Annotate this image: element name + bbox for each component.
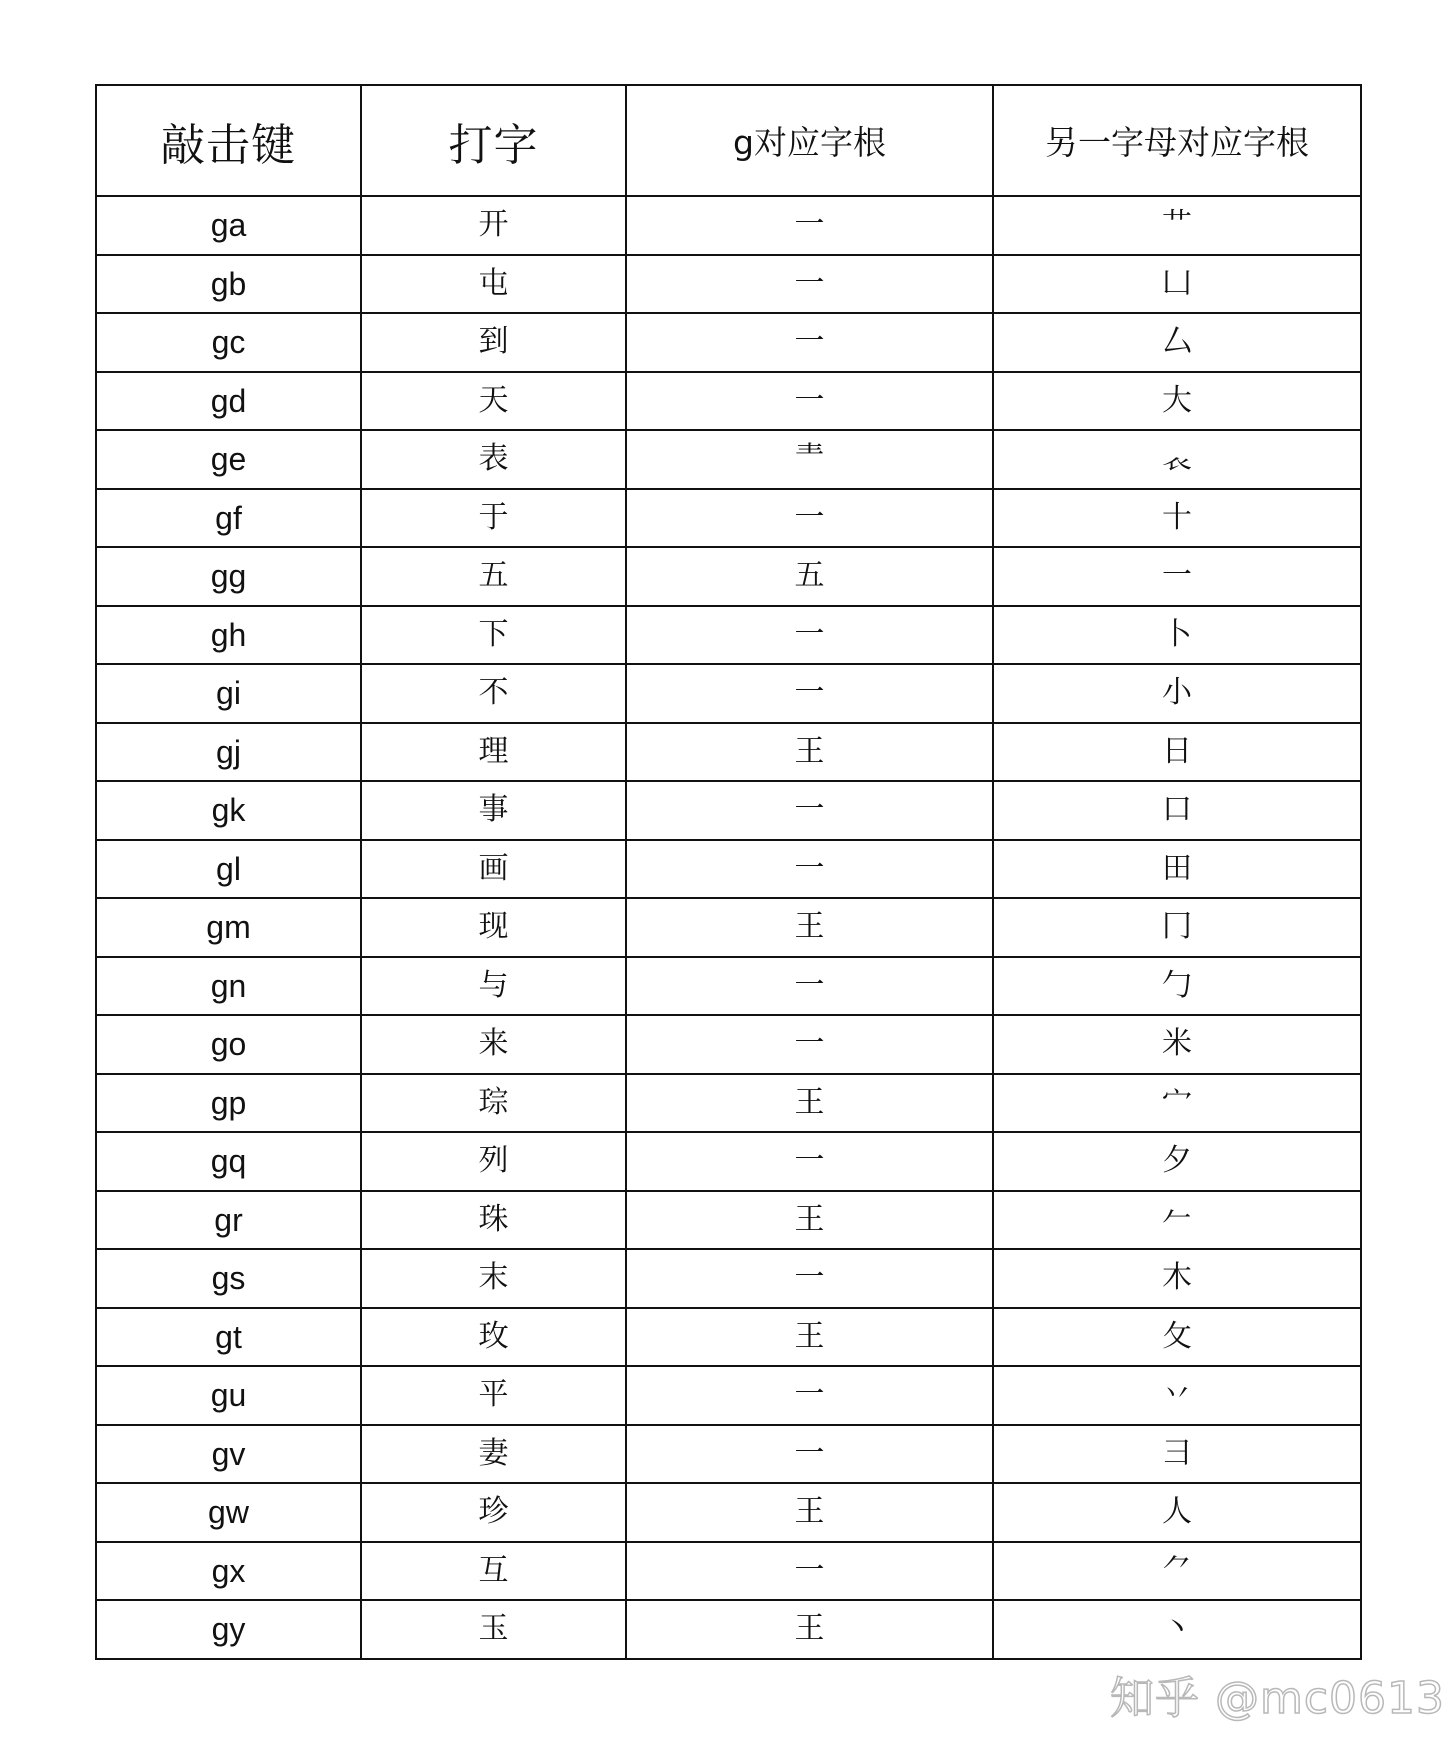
table-row	[96, 664, 1361, 723]
cell-other-radical: 艹	[993, 196, 1361, 255]
cell-g-radical: 王	[626, 1191, 993, 1250]
header-other-radical: 另一字母对应字根	[993, 85, 1361, 196]
cell-keystroke: gt	[96, 1308, 361, 1367]
cell-other-radical: 凵	[993, 255, 1361, 314]
cell-g-radical: 一	[626, 1015, 993, 1074]
header-g-radical: g对应字根	[626, 85, 993, 196]
cell-g-radical: 王	[626, 1074, 993, 1133]
cell-typed-char: 来	[361, 1015, 626, 1074]
cell-other-radical: 木	[993, 1249, 1361, 1308]
cell-typed-char: 玫	[361, 1308, 626, 1367]
radical-table-container	[95, 84, 1360, 1660]
cell-g-radical: 王	[626, 1600, 993, 1659]
cell-typed-char: 与	[361, 957, 626, 1016]
cell-g-radical: 一	[626, 1366, 993, 1425]
cell-other-radical: 夕	[993, 1132, 1361, 1191]
cell-typed-char: 于	[361, 489, 626, 548]
cell-other-radical: 丶	[993, 1600, 1361, 1659]
table-row	[96, 1074, 1361, 1133]
cell-g-radical: 龶	[626, 430, 993, 489]
cell-other-radical: 攵	[993, 1308, 1361, 1367]
cell-keystroke: gb	[96, 255, 361, 314]
cell-keystroke: gi	[96, 664, 361, 723]
cell-typed-char: 妻	[361, 1425, 626, 1484]
cell-typed-char: 珍	[361, 1483, 626, 1542]
cell-typed-char: 画	[361, 840, 626, 899]
cell-g-radical: 一	[626, 372, 993, 431]
cell-g-radical: 王	[626, 1308, 993, 1367]
cell-keystroke: gs	[96, 1249, 361, 1308]
cell-keystroke: gj	[96, 723, 361, 782]
cell-keystroke: gy	[96, 1600, 361, 1659]
cell-keystroke: gw	[96, 1483, 361, 1542]
cell-keystroke: gc	[96, 313, 361, 372]
cell-typed-char: 琮	[361, 1074, 626, 1133]
cell-g-radical: 一	[626, 313, 993, 372]
cell-keystroke: gh	[96, 606, 361, 665]
cell-other-radical: 彐	[993, 1425, 1361, 1484]
cell-typed-char: 屯	[361, 255, 626, 314]
cell-keystroke: gm	[96, 898, 361, 957]
cell-keystroke: ga	[96, 196, 361, 255]
cell-g-radical: 一	[626, 1425, 993, 1484]
cell-typed-char: 开	[361, 196, 626, 255]
header-keystroke: 敲击键	[96, 85, 361, 196]
cell-typed-char: 天	[361, 372, 626, 431]
cell-keystroke: gd	[96, 372, 361, 431]
cell-keystroke: gf	[96, 489, 361, 548]
cell-keystroke: go	[96, 1015, 361, 1074]
cell-other-radical: 米	[993, 1015, 1361, 1074]
cell-keystroke: gk	[96, 781, 361, 840]
cell-keystroke: gr	[96, 1191, 361, 1250]
table-row	[96, 1600, 1361, 1659]
table-row	[96, 1425, 1361, 1484]
table-row	[96, 489, 1361, 548]
cell-keystroke: gq	[96, 1132, 361, 1191]
table-row	[96, 898, 1361, 957]
cell-g-radical: 一	[626, 840, 993, 899]
cell-typed-char: 表	[361, 430, 626, 489]
table-row	[96, 313, 1361, 372]
table-row	[96, 840, 1361, 899]
cell-other-radical: 口	[993, 781, 1361, 840]
table-row	[96, 547, 1361, 606]
cell-typed-char: 末	[361, 1249, 626, 1308]
cell-g-radical: 一	[626, 664, 993, 723]
cell-g-radical: 一	[626, 606, 993, 665]
cell-keystroke: gl	[96, 840, 361, 899]
cell-other-radical: 宀	[993, 1074, 1361, 1133]
table-row	[96, 255, 1361, 314]
cell-typed-char: 珠	[361, 1191, 626, 1250]
cell-other-radical: 𠂉	[993, 1191, 1361, 1250]
table-row	[96, 606, 1361, 665]
cell-g-radical: 王	[626, 723, 993, 782]
table-row	[96, 781, 1361, 840]
cell-typed-char: 平	[361, 1366, 626, 1425]
table-row	[96, 1249, 1361, 1308]
cell-keystroke: gn	[96, 957, 361, 1016]
cell-keystroke: gx	[96, 1542, 361, 1601]
cell-g-radical: 王	[626, 1483, 993, 1542]
cell-g-radical: 一	[626, 196, 993, 255]
table-row	[96, 1132, 1361, 1191]
cell-other-radical: 厶	[993, 313, 1361, 372]
cell-typed-char: 到	[361, 313, 626, 372]
cell-g-radical: 一	[626, 957, 993, 1016]
table-row	[96, 1308, 1361, 1367]
cell-typed-char: 五	[361, 547, 626, 606]
cell-typed-char: 现	[361, 898, 626, 957]
cell-other-radical: 冂	[993, 898, 1361, 957]
cell-other-radical: 一	[993, 547, 1361, 606]
header-typed-char: 打字	[361, 85, 626, 196]
cell-other-radical: 田	[993, 840, 1361, 899]
table-row	[96, 1015, 1361, 1074]
cell-g-radical: 一	[626, 1542, 993, 1601]
table-row	[96, 1191, 1361, 1250]
cell-keystroke: gg	[96, 547, 361, 606]
table-row	[96, 372, 1361, 431]
table-row	[96, 1366, 1361, 1425]
table-row	[96, 196, 1361, 255]
cell-typed-char: 互	[361, 1542, 626, 1601]
cell-g-radical: 五	[626, 547, 993, 606]
radical-table	[95, 84, 1362, 1660]
cell-typed-char: 事	[361, 781, 626, 840]
cell-other-radical: 卜	[993, 606, 1361, 665]
cell-other-radical: 小	[993, 664, 1361, 723]
cell-other-radical: 勹	[993, 957, 1361, 1016]
table-row	[96, 1542, 1361, 1601]
cell-typed-char: 理	[361, 723, 626, 782]
cell-typed-char: 下	[361, 606, 626, 665]
cell-typed-char: 列	[361, 1132, 626, 1191]
table-row	[96, 957, 1361, 1016]
cell-keystroke: gu	[96, 1366, 361, 1425]
cell-other-radical: 日	[993, 723, 1361, 782]
table-row	[96, 1483, 1361, 1542]
cell-g-radical: 一	[626, 255, 993, 314]
cell-typed-char: 玉	[361, 1600, 626, 1659]
cell-other-radical: 𧘇	[993, 430, 1361, 489]
table-row	[96, 430, 1361, 489]
cell-other-radical: ⺈	[993, 1542, 1361, 1601]
cell-other-radical: 人	[993, 1483, 1361, 1542]
cell-g-radical: 王	[626, 898, 993, 957]
cell-other-radical: 丷	[993, 1366, 1361, 1425]
cell-other-radical: 十	[993, 489, 1361, 548]
cell-keystroke: ge	[96, 430, 361, 489]
cell-g-radical: 一	[626, 781, 993, 840]
zhihu-watermark: 知乎 @mc0613	[1110, 1673, 1446, 1724]
cell-g-radical: 一	[626, 489, 993, 548]
cell-g-radical: 一	[626, 1249, 993, 1308]
table-row	[96, 723, 1361, 782]
cell-other-radical: 大	[993, 372, 1361, 431]
cell-keystroke: gp	[96, 1074, 361, 1133]
cell-typed-char: 不	[361, 664, 626, 723]
cell-g-radical: 一	[626, 1132, 993, 1191]
table-header-row	[96, 85, 1361, 196]
table-body	[96, 196, 1361, 1659]
cell-keystroke: gv	[96, 1425, 361, 1484]
